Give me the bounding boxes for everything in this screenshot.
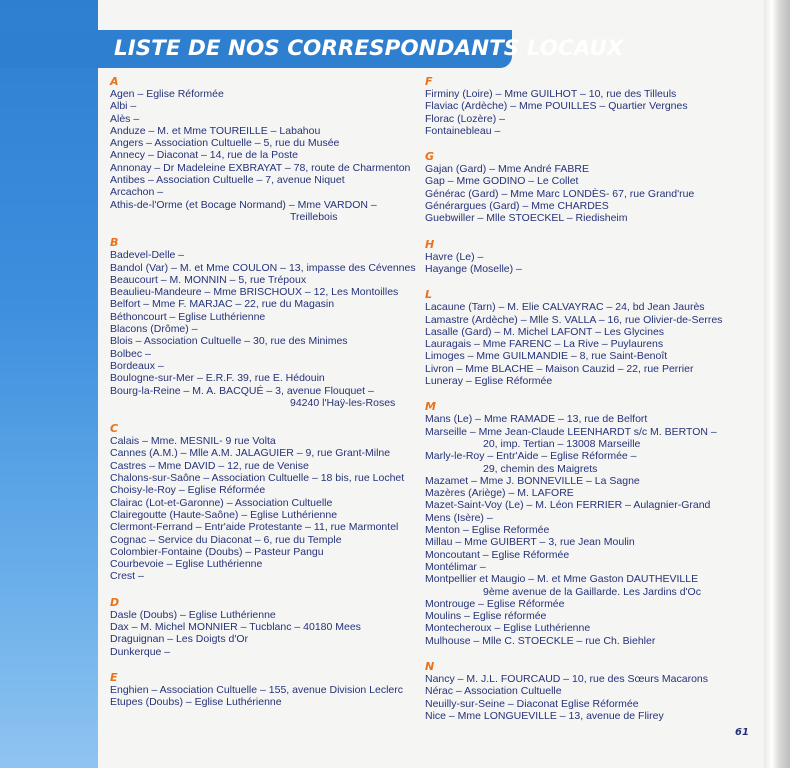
correspondant-entry: Mazamet – Mme J. BONNEVILLE – La Sagne: [425, 474, 640, 487]
correspondant-entry: Annecy – Diaconat – 14, rue de la Poste: [110, 149, 298, 162]
section-letter: N: [425, 659, 435, 673]
correspondant-entry: Colombier-Fontaine (Doubs) – Pasteur Pangu: [110, 545, 324, 558]
correspondant-entry: Montrouge – Eglise Réformée: [425, 597, 565, 610]
correspondant-entry: Firminy (Loire) – Mme GUILHOT – 10, rue des Tilleuls: [425, 88, 677, 100]
correspondant-entry: Dunkerque –: [110, 645, 171, 658]
correspondant-entry: Guebwiller – Mlle STOECKEL – Riedisheim: [425, 212, 628, 225]
correspondant-entry: Blois – Association Cultuelle – 30, rue des Minimes: [110, 335, 348, 348]
correspondant-entry: Alès –: [110, 112, 140, 125]
correspondant-entry: Mans (Le) – Mme RAMADE – 13, rue de Belfort: [425, 413, 648, 426]
correspondant-entry: Anduze – M. et Mme TOUREILLE – Labahou: [110, 124, 321, 137]
correspondant-entry: Annonay – Dr Madeleine EXBRAYAT – 78, route de Charmenton: [110, 161, 411, 174]
correspondant-entry: Hayange (Moselle) –: [425, 262, 522, 275]
correspondant-entry: Clairac (Lot-et-Garonne) – Association Cultuelle: [110, 496, 333, 509]
correspondant-entry: Courbevoie – Eglise Luthérienne: [110, 558, 263, 571]
correspondant-entry: Lauragais – Mme FARENC – La Rive – Puylaurens: [425, 338, 664, 351]
correspondant-entry: Havre (Le) –: [425, 250, 484, 263]
correspondant-entry: Dax – M. Michel MONNIER – Tucblanc – 40180 Mees: [110, 620, 361, 633]
correspondant-entry: Agen – Eglise Réformée: [110, 88, 224, 100]
correspondant-entry: 9ème avenue de la Gaillarde. Les Jardins d'Oc: [483, 585, 701, 598]
section-letter: D: [110, 595, 120, 609]
correspondant-entry: Bandol (Var) – M. et Mme COULON – 13, impasse des Cévennes: [110, 261, 416, 274]
correspondant-entry: Marseille – Mme Jean-Claude LEENHARDT s/c M. BERTON –: [425, 425, 717, 438]
correspondant-entry: Millau – Mme GUIBERT – 3, rue Jean Moulin: [425, 536, 635, 549]
correspondant-entry: Crest –: [110, 570, 144, 583]
section-h: [425, 239, 770, 276]
correspondant-entry: Angers – Association Cultuelle – 5, rue du Musée: [110, 137, 340, 150]
correspondant-entry: Montpellier et Maugio – M. et Mme Gaston DAUTHEVILLE: [425, 573, 699, 586]
correspondant-entry: Béthoncourt – Eglise Luthérienne: [110, 310, 266, 323]
correspondant-entry: Blacons (Drôme) –: [110, 323, 198, 336]
correspondant-entry: Cannes (A.M.) – Mlle A.M. JALAGUIER – 9, rue Grant-Milne: [110, 447, 391, 460]
correspondant-entry: Bordeaux –: [110, 359, 164, 372]
correspondant-entry: Nérac – Association Cultuelle: [425, 685, 562, 698]
correspondant-entry: Cognac – Service du Diaconat – 6, rue du Temple: [110, 533, 342, 546]
correspondant-entry: Gajan (Gard) – Mme André FABRE: [425, 163, 589, 176]
correspondant-entry: Gap – Mme GODINO – Le Collet: [425, 175, 579, 188]
correspondant-entry: Arcachon –: [110, 186, 164, 199]
section-f: [425, 76, 770, 137]
right-column: [425, 76, 770, 736]
correspondant-entry: Fontainebleau –: [425, 124, 501, 137]
correspondant-entry: Badevel-Delle –: [110, 249, 185, 262]
section-l: [425, 289, 770, 387]
correspondant-entry: Livron – Mme BLACHE – Maison Cauzid – 22, rue Perrier: [425, 362, 694, 375]
correspondant-entry: Antibes – Association Cultuelle – 7, avenue Niquet: [110, 174, 345, 187]
correspondant-entry: Luneray – Eglise Réformée: [425, 375, 553, 388]
correspondant-entry: Moulins – Eglise réformée: [425, 610, 547, 623]
blue-side-band: [0, 0, 98, 768]
correspondant-entry: Marly-le-Roy – Entr'Aide – Eglise Réformée –: [425, 450, 637, 463]
correspondant-entry: Castres – Mme DAVID – 12, rue de Venise: [110, 459, 309, 472]
correspondant-entry: Bolbec –: [110, 347, 151, 360]
correspondant-entry: Dasle (Doubs) – Eglise Luthérienne: [110, 608, 276, 621]
section-c: [110, 423, 410, 583]
correspondant-entry: Beaucourt – M. MONNIN – 5, rue Trépoux: [110, 273, 307, 286]
correspondant-entry: Mulhouse – Mlle C. STOECKLE – rue Ch. Biehler: [425, 634, 656, 647]
section-n: [425, 661, 770, 722]
correspondant-entry: Générac (Gard) – Mme Marc LONDÈS- 67, rue Grand'rue: [425, 187, 695, 200]
correspondant-entry: Treillebois: [290, 210, 338, 223]
section-d: [110, 597, 410, 658]
correspondant-entry: Menton – Eglise Reformée: [425, 524, 550, 537]
correspondant-entry: Nice – Mme LONGUEVILLE – 13, avenue de Flirey: [425, 709, 664, 722]
correspondant-entry: Lasalle (Gard) – M. Michel LAFONT – Les Glycines: [425, 325, 665, 338]
correspondant-entry: Etupes (Doubs) – Eglise Luthérienne: [110, 696, 282, 709]
correspondant-entry: Clairegoutte (Haute-Saône) – Eglise Luthérienne: [110, 508, 338, 521]
correspondant-entry: Calais – Mme. MESNIL- 9 rue Volta: [110, 435, 276, 448]
section-letter: L: [425, 288, 433, 302]
correspondant-entry: Nancy – M. J.L. FOURCAUD – 10, rue des Sœurs Macarons: [425, 672, 709, 685]
page-title: LISTE DE NOS CORRESPONDANTS LOCAUX: [114, 36, 624, 61]
correspondant-entry: Belfort – Mme F. MARJAC – 22, rue du Magasin: [110, 298, 335, 311]
correspondant-entry: Clermont-Ferrand – Entr'aide Protestante – 11, rue Marmontel: [110, 521, 399, 534]
correspondant-entry: Mazet-Saint-Voy (Le) – M. Léon FERRIER – Aulagnier-Grand: [425, 499, 711, 512]
correspondant-entry: Florac (Lozère) –: [425, 112, 505, 125]
section-a: [110, 76, 410, 223]
correspondant-entry: Draguignan – Les Doigts d'Or: [110, 633, 248, 646]
correspondant-entry: Lamastre (Ardèche) – Mlle S. VALLA – 16, rue Olivier-de-Serres: [425, 313, 723, 326]
section-letter: C: [110, 422, 119, 436]
correspondant-entry: Boulogne-sur-Mer – E.R.F. 39, rue E. Hédouin: [110, 372, 325, 385]
correspondant-entry: Lacaune (Tarn) – M. Elie CALVAYRAC – 24, bd Jean Jaurès: [425, 301, 705, 314]
section-letter: E: [110, 670, 118, 684]
correspondant-entry: Albi –: [110, 100, 137, 113]
correspondant-entry: 29, chemin des Maigrets: [483, 462, 598, 475]
correspondant-entry: Mens (Isère) –: [425, 511, 493, 524]
section-letter: B: [110, 236, 119, 250]
section-e: [110, 672, 410, 709]
correspondant-entry: Montecheroux – Eglise Luthérienne: [425, 622, 591, 635]
section-b: [110, 236, 416, 409]
correspondant-entry: 20, imp. Tertian – 13008 Marseille: [483, 437, 641, 450]
correspondant-entry: 94240 l'Haÿ-les-Roses: [290, 396, 396, 409]
correspondant-entry: Montélimar –: [425, 560, 486, 573]
correspondant-entry: Générargues (Gard) – Mme CHARDES: [425, 200, 609, 213]
section-m: [425, 401, 770, 647]
correspondant-entry: Enghien – Association Cultuelle – 155, avenue Division Leclerc: [110, 683, 404, 696]
page-number: 61: [735, 727, 749, 738]
section-letter: G: [425, 150, 435, 164]
correspondant-entry: Athis-de-l'Orme (et Bocage Normand) – Mme VARDON –: [110, 198, 377, 211]
correspondant-entry: Choisy-le-Roy – Eglise Réformée: [110, 484, 266, 497]
section-letter: M: [425, 400, 436, 414]
correspondant-entry: Moncoutant – Eglise Réformée: [425, 548, 570, 561]
correspondant-entry: Mazères (Ariège) – M. LAFORE: [425, 487, 574, 500]
correspondant-entry: Chalons-sur-Saône – Association Cultuelle – 18 bis, rue Lochet: [110, 472, 405, 485]
correspondant-entry: Bourg-la-Reine – M. A. BACQUÉ – 3, avenue Flouquet –: [110, 384, 374, 397]
section-g: [425, 151, 770, 224]
correspondant-entry: Beaulieu-Mandeure – Mme BRISCHOUX – 12, Les Montoilles: [110, 286, 399, 299]
section-letter: F: [425, 75, 433, 88]
section-letter: H: [425, 237, 435, 251]
correspondant-entry: Limoges – Mme GUILMANDIE – 8, rue Saint-Benoît: [425, 350, 668, 363]
correspondant-entry: Neuilly-sur-Seine – Diaconat Eglise Réformée: [425, 697, 639, 710]
left-column: [110, 75, 416, 722]
correspondant-entry: Flaviac (Ardèche) – Mme POUILLES – Quartier Vergnes: [425, 100, 688, 113]
section-letter: A: [110, 75, 119, 88]
